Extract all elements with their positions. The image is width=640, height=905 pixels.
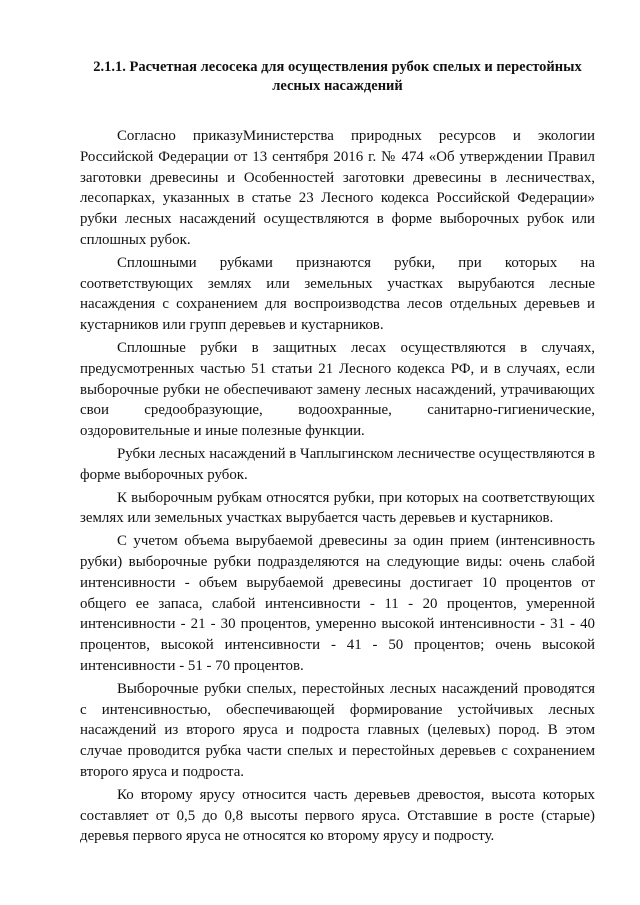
paragraph-chaplygin-forestry: Рубки лесных насаждений в Чаплыгинском лесничестве осуществляются в форме выборочных рубок. (80, 445, 595, 483)
paragraph-second-tier: Ко второму ярусу относится часть деревьев древостоя, высота которых составляет от 0,5 до 0,8 высоты первого яруса. Отставшие в росте (старые) деревья первого яруса не относятся ко второму ярусу и подросту. (80, 786, 595, 845)
paragraph-selective-cutting-definition: К выборочным рубкам относятся рубки, при которых на соответствующих землях или земельных участках вырубается часть деревьев и кустарников. (80, 489, 595, 527)
paragraph-selective-cutting-mature: Выборочные рубки спелых, перестойных лесных насаждений проводятся с интенсивностью, обеспечивающей формирование устойчивых лесных насаждений из второго яруса и подроста главных (целевых) пород. В этом случае проводится рубка части спелых и перестойных деревьев с сохранением второго яруса и подроста. (80, 680, 595, 780)
paragraph-order-reference: Согласно приказуМинистерства природных ресурсов и экологии Российской Федерации от 13 сентября 2016 г. № 474 «Об утверждении Правил заготовки древесины и Особенностей заготовки древесины в лесничествах, лесопарках, указанных в статье 23 Лесного кодекса Российской Федерации» рубки лесных насаждений осуществляются в форме выборочных рубок или сплошных рубок. (80, 128, 595, 248)
section-heading: 2.1.1. Расчетная лесосека для осуществления рубок спелых и перестойных лесных насаждений (93, 59, 582, 94)
paragraph-clear-cutting-definition: Сплошными рубками признаются рубки, при которых на соответствующих землях или земельных участках вырубаются лесные насаждения с сохранением для воспроизводства лесов отдельных деревьев и кустарников или групп деревьев и кустарников. (80, 254, 595, 334)
paragraph-cutting-intensity: С учетом объема вырубаемой древесины за один прием (интенсивность рубки) выборочные рубки подразделяются на следующие виды: очень слабой интенсивности - объем вырубаемой древесины достигает 10 процентов от общего ее запаса, слабой интенсивности - 11 - 20 процентов, умеренной интенсивности - 21 - 30 процентов, умеренно высокой интенсивности - 31 - 40 процентов, высокой интенсивности - 41 - 50 процентов; очень высокой интенсивности - 51 - 70 процентов. (80, 533, 595, 674)
document-page (80, 58, 595, 849)
paragraph-clear-cutting-protective-forests: Сплошные рубки в защитных лесах осуществляются в случаях, предусмотренных частью 51 статьи 21 Лесного кодекса РФ, и в случаях, если выборочные рубки не обеспечивают замену лесных насаждений, утрачивающих свои средообразующие, водоохранные, санитарно-гигиенические, оздоровительные и иные полезные функции. (80, 339, 595, 440)
